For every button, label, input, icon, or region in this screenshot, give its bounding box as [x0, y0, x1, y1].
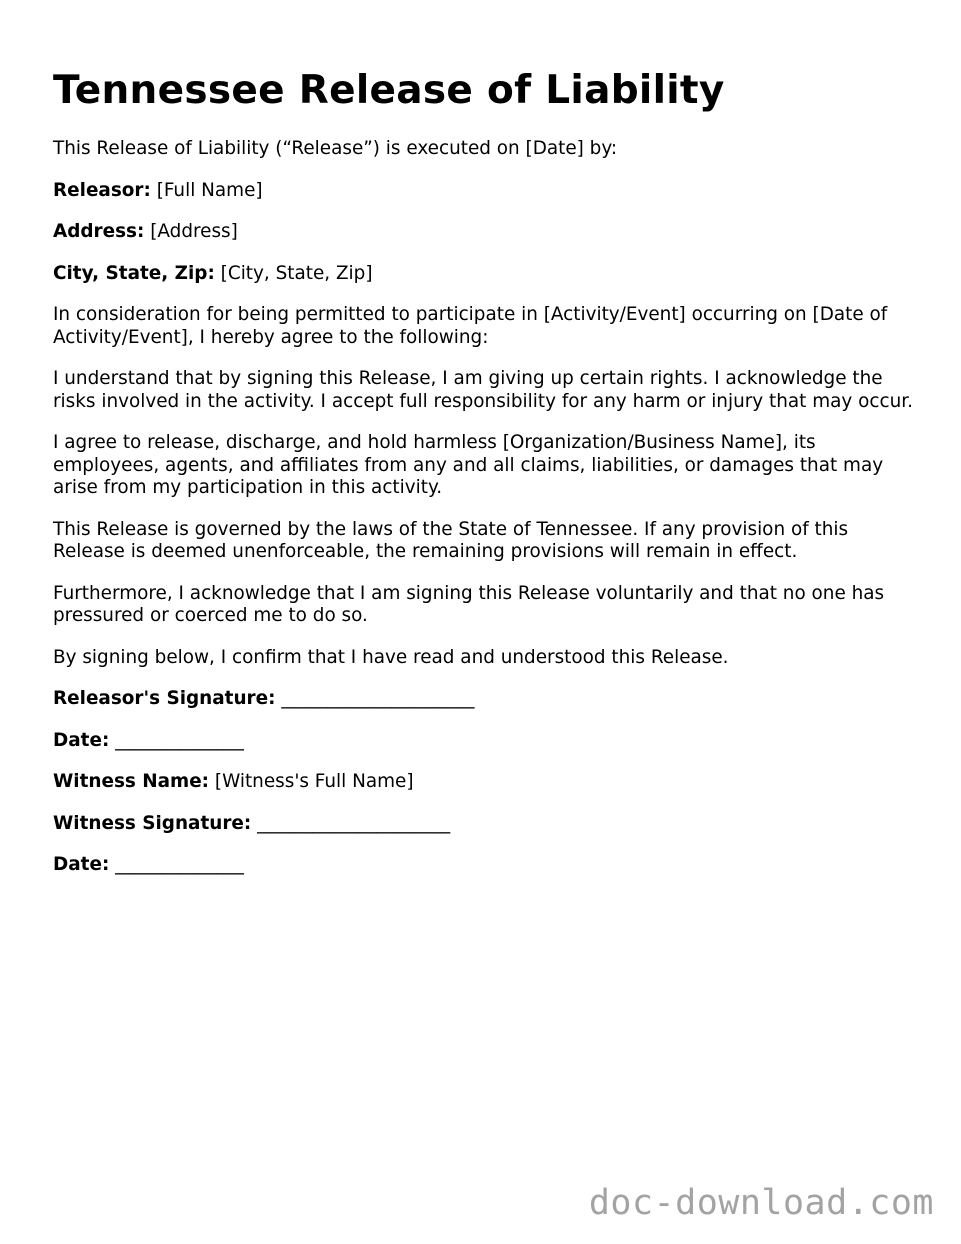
governing-law-paragraph: This Release is governed by the laws of the State of Tennessee. If any provision of this Release is deemed unenforceable, the remaining provisions will remain in effect. — [53, 518, 849, 562]
city-state-zip-field — [53, 263, 913, 286]
city-state-zip-value: [City, State, Zip] — [220, 262, 373, 284]
witness-signature-label: Witness Signature: — [53, 812, 252, 834]
witness-name-field — [53, 771, 913, 794]
address-label: Address: — [53, 221, 145, 242]
date-line-2: ______________ — [115, 854, 244, 875]
city-state-zip-label: City, State, Zip: — [53, 262, 215, 284]
address-value: [Address] — [150, 221, 238, 242]
address-field — [53, 221, 913, 244]
releasor-signature-label: Releasor's Signature: — [53, 688, 276, 709]
releasor-value: [Full Name] — [156, 179, 263, 201]
witness-signature-field — [53, 813, 913, 836]
witness-signature-line: _____________________ — [257, 812, 451, 834]
releasor-field — [53, 180, 913, 203]
document-body — [53, 138, 913, 896]
document-title: Tennessee Release of Liability — [53, 68, 725, 113]
date-label-1: Date: — [53, 729, 110, 751]
release-paragraph: I agree to release, discharge, and hold harmless [Organization/Business Name], its employees, agents, and affiliates from any and all claims, liabilities, or damages that may arise from my participation in this activity. — [53, 432, 884, 498]
consideration-paragraph: In consideration for being permitted to participate in [Activity/Event] occurring on [Date of Activity/Event], I hereby agree to the following: — [53, 304, 888, 348]
intro-paragraph: This Release of Liability (“Release”) is executed on [Date] by: — [53, 138, 618, 159]
confirmation-paragraph: By signing below, I confirm that I have read and understood this Release. — [53, 646, 729, 668]
date-line-1: ______________ — [115, 729, 244, 751]
date-field-2 — [53, 854, 913, 877]
witness-name-label: Witness Name: — [53, 771, 210, 792]
acknowledgement-paragraph: I understand that by signing this Release, I am giving up certain rights. I acknowledge the risks involved in the activity. I accept full responsibility for any harm or injury that may occur. — [53, 368, 913, 412]
witness-name-value: [Witness's Full Name] — [214, 771, 414, 792]
releasor-signature-field — [53, 688, 913, 711]
date-label-2: Date: — [53, 854, 110, 875]
watermark: doc-download.com — [588, 1183, 934, 1223]
releasor-label: Releasor: — [53, 179, 151, 201]
releasor-signature-line: _____________________ — [281, 688, 475, 709]
voluntary-paragraph: Furthermore, I acknowledge that I am signing this Release voluntarily and that no one has pressured or coerced me to do so. — [53, 582, 885, 626]
date-field-1 — [53, 730, 913, 753]
